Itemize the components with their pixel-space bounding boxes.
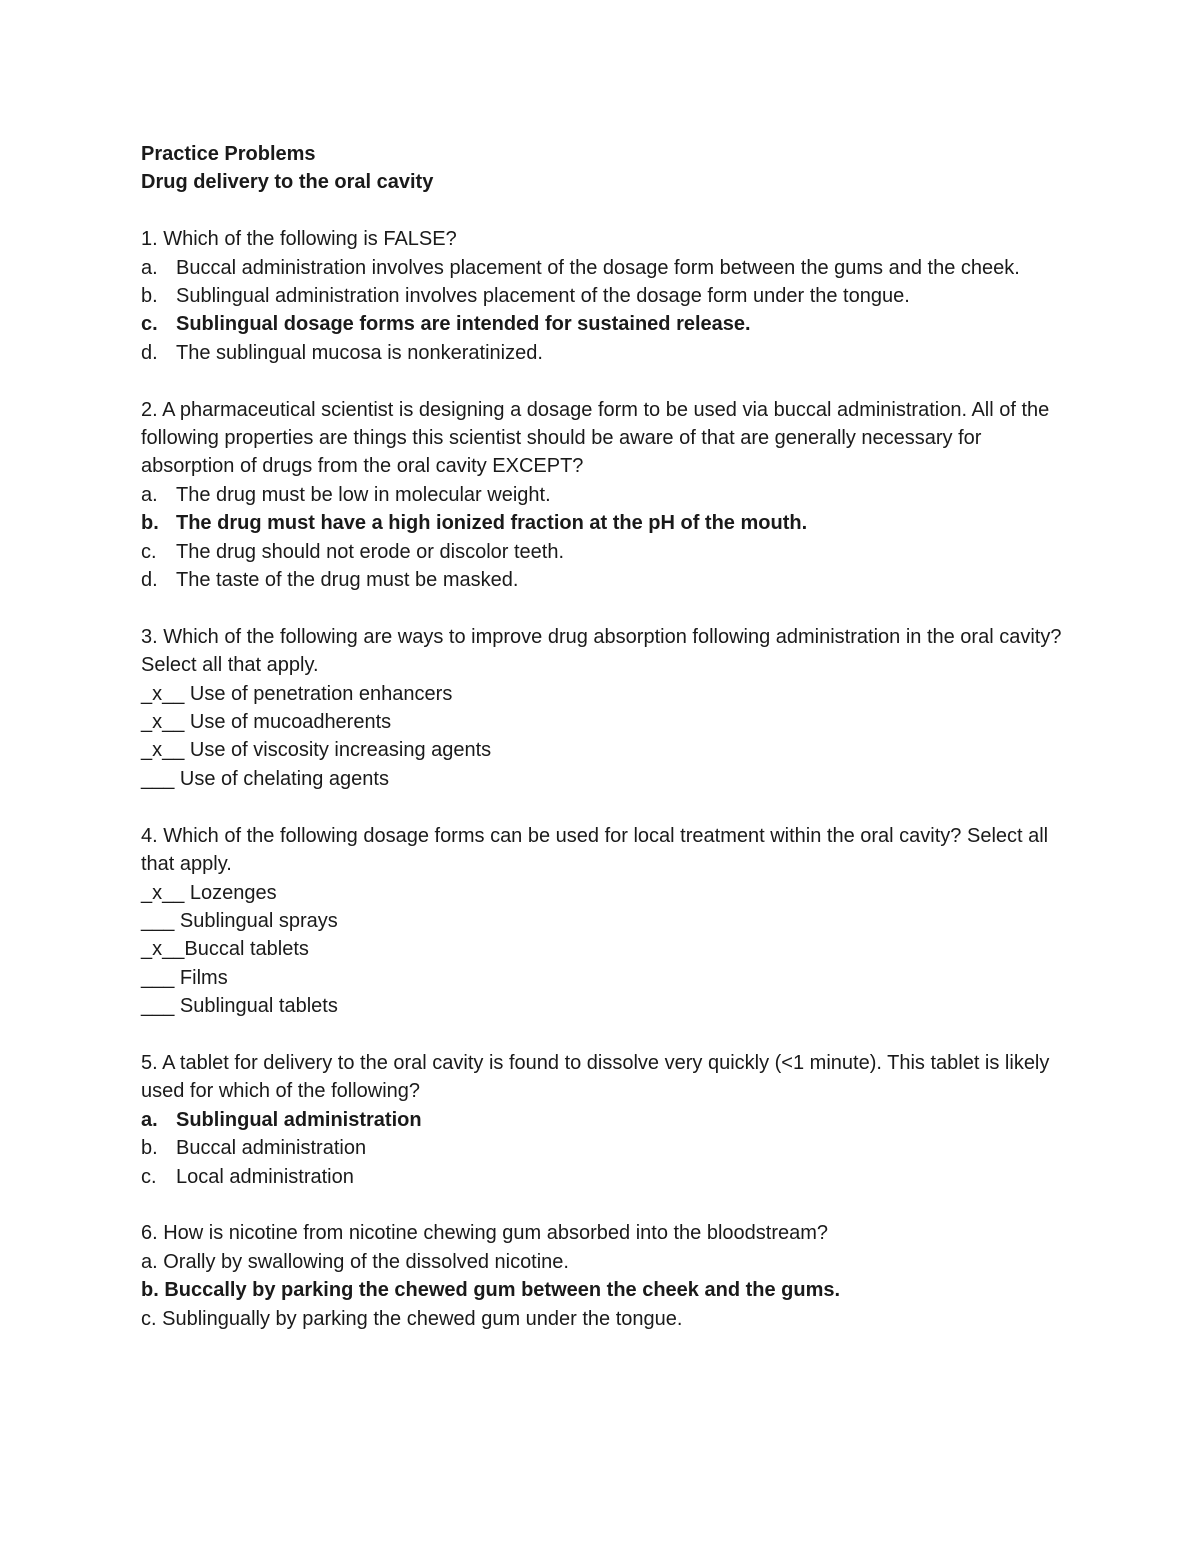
option-letter: b. <box>141 285 158 308</box>
document-subtitle: Drug delivery to the oral cavity <box>141 171 434 194</box>
question-prompt: 6. How is nicotine from nicotine chewing gum absorbed into the bloodstream? <box>141 1222 829 1245</box>
option-a: a. Orally by swallowing of the dissolved nicotine. <box>141 1250 569 1273</box>
option-text: Buccal administration involves placement of the dosage form between the gums and the cheek. <box>176 256 1020 279</box>
spacer <box>141 197 1071 225</box>
checklist-item: _x__ Use of penetration enhancers <box>141 682 453 705</box>
spacer <box>141 793 1071 821</box>
checklist-item: ___ Use of chelating agents <box>141 767 389 790</box>
option-a <box>141 254 1071 282</box>
question-3 <box>141 623 1071 793</box>
option-text: Sublingual administration involves placement of the dosage form under the tongue. <box>176 285 910 308</box>
document-page <box>141 140 1071 1333</box>
question-prompt: 5. A tablet for delivery to the oral cavity is found to dissolve very quickly (<1 minute). This tablet is likely used for which of the following? <box>141 1051 1050 1103</box>
question-2 <box>141 396 1071 595</box>
option-a <box>141 481 1071 509</box>
checklist-item: _x__ Use of mucoadherents <box>141 711 392 734</box>
option-letter: c. <box>141 1165 157 1188</box>
option-text: The taste of the drug must be masked. <box>176 569 519 592</box>
question-1 <box>141 225 1071 367</box>
document-title: Practice Problems <box>141 143 316 165</box>
option-letter: c. <box>141 540 157 563</box>
option-letter: a. <box>141 256 158 279</box>
option-b <box>141 282 1071 310</box>
option-text: The drug must have a high ionized fraction at the pH of the mouth. <box>176 512 808 535</box>
option-letter: c. <box>141 313 158 336</box>
option-d <box>141 339 1071 367</box>
option-a-correct <box>141 1106 1071 1134</box>
spacer <box>141 1191 1071 1219</box>
option-b <box>141 1134 1071 1162</box>
option-text: Sublingual administration <box>176 1108 422 1131</box>
question-prompt: 2. A pharmaceutical scientist is designing a dosage form to be used via buccal administration. All of the following properties are things this scientist should be aware of that are generally necessary for absorption of drugs from the oral cavity EXCEPT? <box>141 398 1050 478</box>
option-c-correct <box>141 310 1071 338</box>
checklist-item: ___ Films <box>141 966 228 989</box>
spacer <box>141 367 1071 395</box>
option-letter: b. <box>141 1137 158 1160</box>
question-prompt: 3. Which of the following are ways to improve drug absorption following administration in the oral cavity? Select all that apply. <box>141 625 1062 677</box>
option-text: The drug should not erode or discolor teeth. <box>176 540 565 563</box>
option-letter: a. <box>141 1108 158 1131</box>
question-4 <box>141 822 1071 1021</box>
option-c <box>141 1163 1071 1191</box>
question-prompt: 4. Which of the following dosage forms can be used for local treatment within the oral cavity? Select all that apply. <box>141 824 1049 876</box>
option-c <box>141 538 1071 566</box>
option-text: Buccal administration <box>176 1137 367 1160</box>
spacer <box>141 594 1071 622</box>
checklist-item: _x__ Use of viscosity increasing agents <box>141 739 492 762</box>
option-c: c. Sublingually by parking the chewed gum under the tongue. <box>141 1307 683 1330</box>
checklist-item: ___ Sublingual sprays <box>141 909 338 932</box>
checklist-item: _x__Buccal tablets <box>141 938 309 961</box>
spacer <box>141 1021 1071 1049</box>
option-b-correct: b. Buccally by parking the chewed gum between the cheek and the gums. <box>141 1279 841 1302</box>
option-text: Local administration <box>176 1165 354 1188</box>
question-prompt: 1. Which of the following is FALSE? <box>141 228 457 251</box>
option-text: Sublingual dosage forms are intended for sustained release. <box>176 313 751 336</box>
checklist-item: ___ Sublingual tablets <box>141 995 338 1018</box>
option-text: The sublingual mucosa is nonkeratinized. <box>176 341 543 364</box>
option-letter: b. <box>141 512 159 535</box>
option-letter: d. <box>141 569 158 592</box>
option-d <box>141 566 1071 594</box>
option-letter: d. <box>141 341 158 364</box>
option-text: The drug must be low in molecular weight. <box>176 483 551 506</box>
question-6 <box>141 1219 1071 1333</box>
option-b-correct <box>141 509 1071 537</box>
option-letter: a. <box>141 483 158 506</box>
question-5 <box>141 1049 1071 1191</box>
checklist-item: _x__ Lozenges <box>141 881 277 904</box>
